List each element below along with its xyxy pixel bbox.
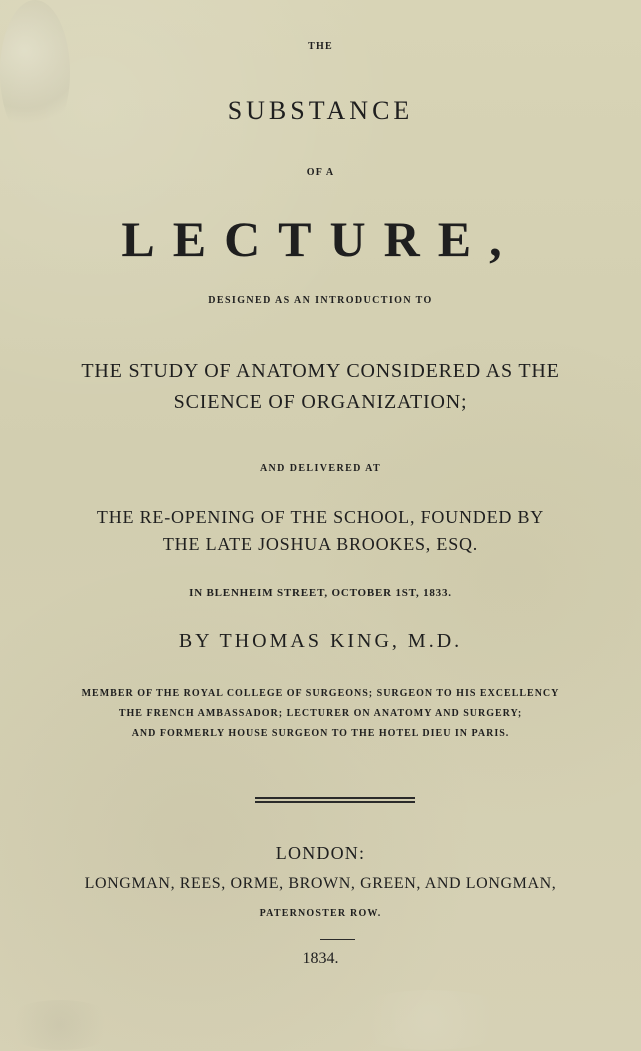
year-line: 1834. (302, 950, 339, 967)
study-line-2: SCIENCE OF ORGANIZATION; (173, 391, 468, 413)
member-line-3: AND FORMERLY HOUSE SURGEON TO THE HOTEL DIEU IN PARIS. (131, 728, 510, 739)
reopening-line-2: THE LATE JOSHUA BROOKES, ESQ. (162, 534, 479, 554)
member-line-1: MEMBER OF THE ROYAL COLLEGE OF SURGEONS; SURGEON TO HIS EXCELLENCY (81, 688, 560, 699)
member-line-2: THE FRENCH AMBASSADOR; LECTURER ON ANATOMY AND SURGERY; (118, 708, 523, 719)
small-rule (320, 939, 355, 940)
london-line: LONDON: (275, 843, 366, 863)
heading-substance: SUBSTANCE (227, 96, 414, 125)
street-line: IN BLENHEIM STREET, OCTOBER 1ST, 1833. (189, 587, 452, 599)
author-line: BY THOMAS KING, M.D. (178, 630, 463, 652)
reopening-line-1: THE RE-OPENING OF THE SCHOOL, FOUNDED BY (96, 507, 545, 527)
ornamental-rule (255, 797, 415, 803)
heading-lecture: LECTURE, (121, 211, 520, 267)
paper-stain (0, 1000, 120, 1050)
designed-line: DESIGNED AS AN INTRODUCTION TO (208, 295, 433, 306)
paternoster-row-line: PATERNOSTER ROW. (259, 908, 382, 919)
heading-of-a: OF A (306, 167, 335, 178)
study-line-1: THE STUDY OF ANATOMY CONSIDERED AS THE (81, 360, 560, 382)
delivered-at-line: AND DELIVERED AT (259, 463, 382, 474)
heading-the: THE (308, 41, 333, 52)
publisher-line: LONGMAN, REES, ORME, BROWN, GREEN, AND LONGMAN, (84, 875, 557, 892)
paper-stain (340, 990, 520, 1050)
